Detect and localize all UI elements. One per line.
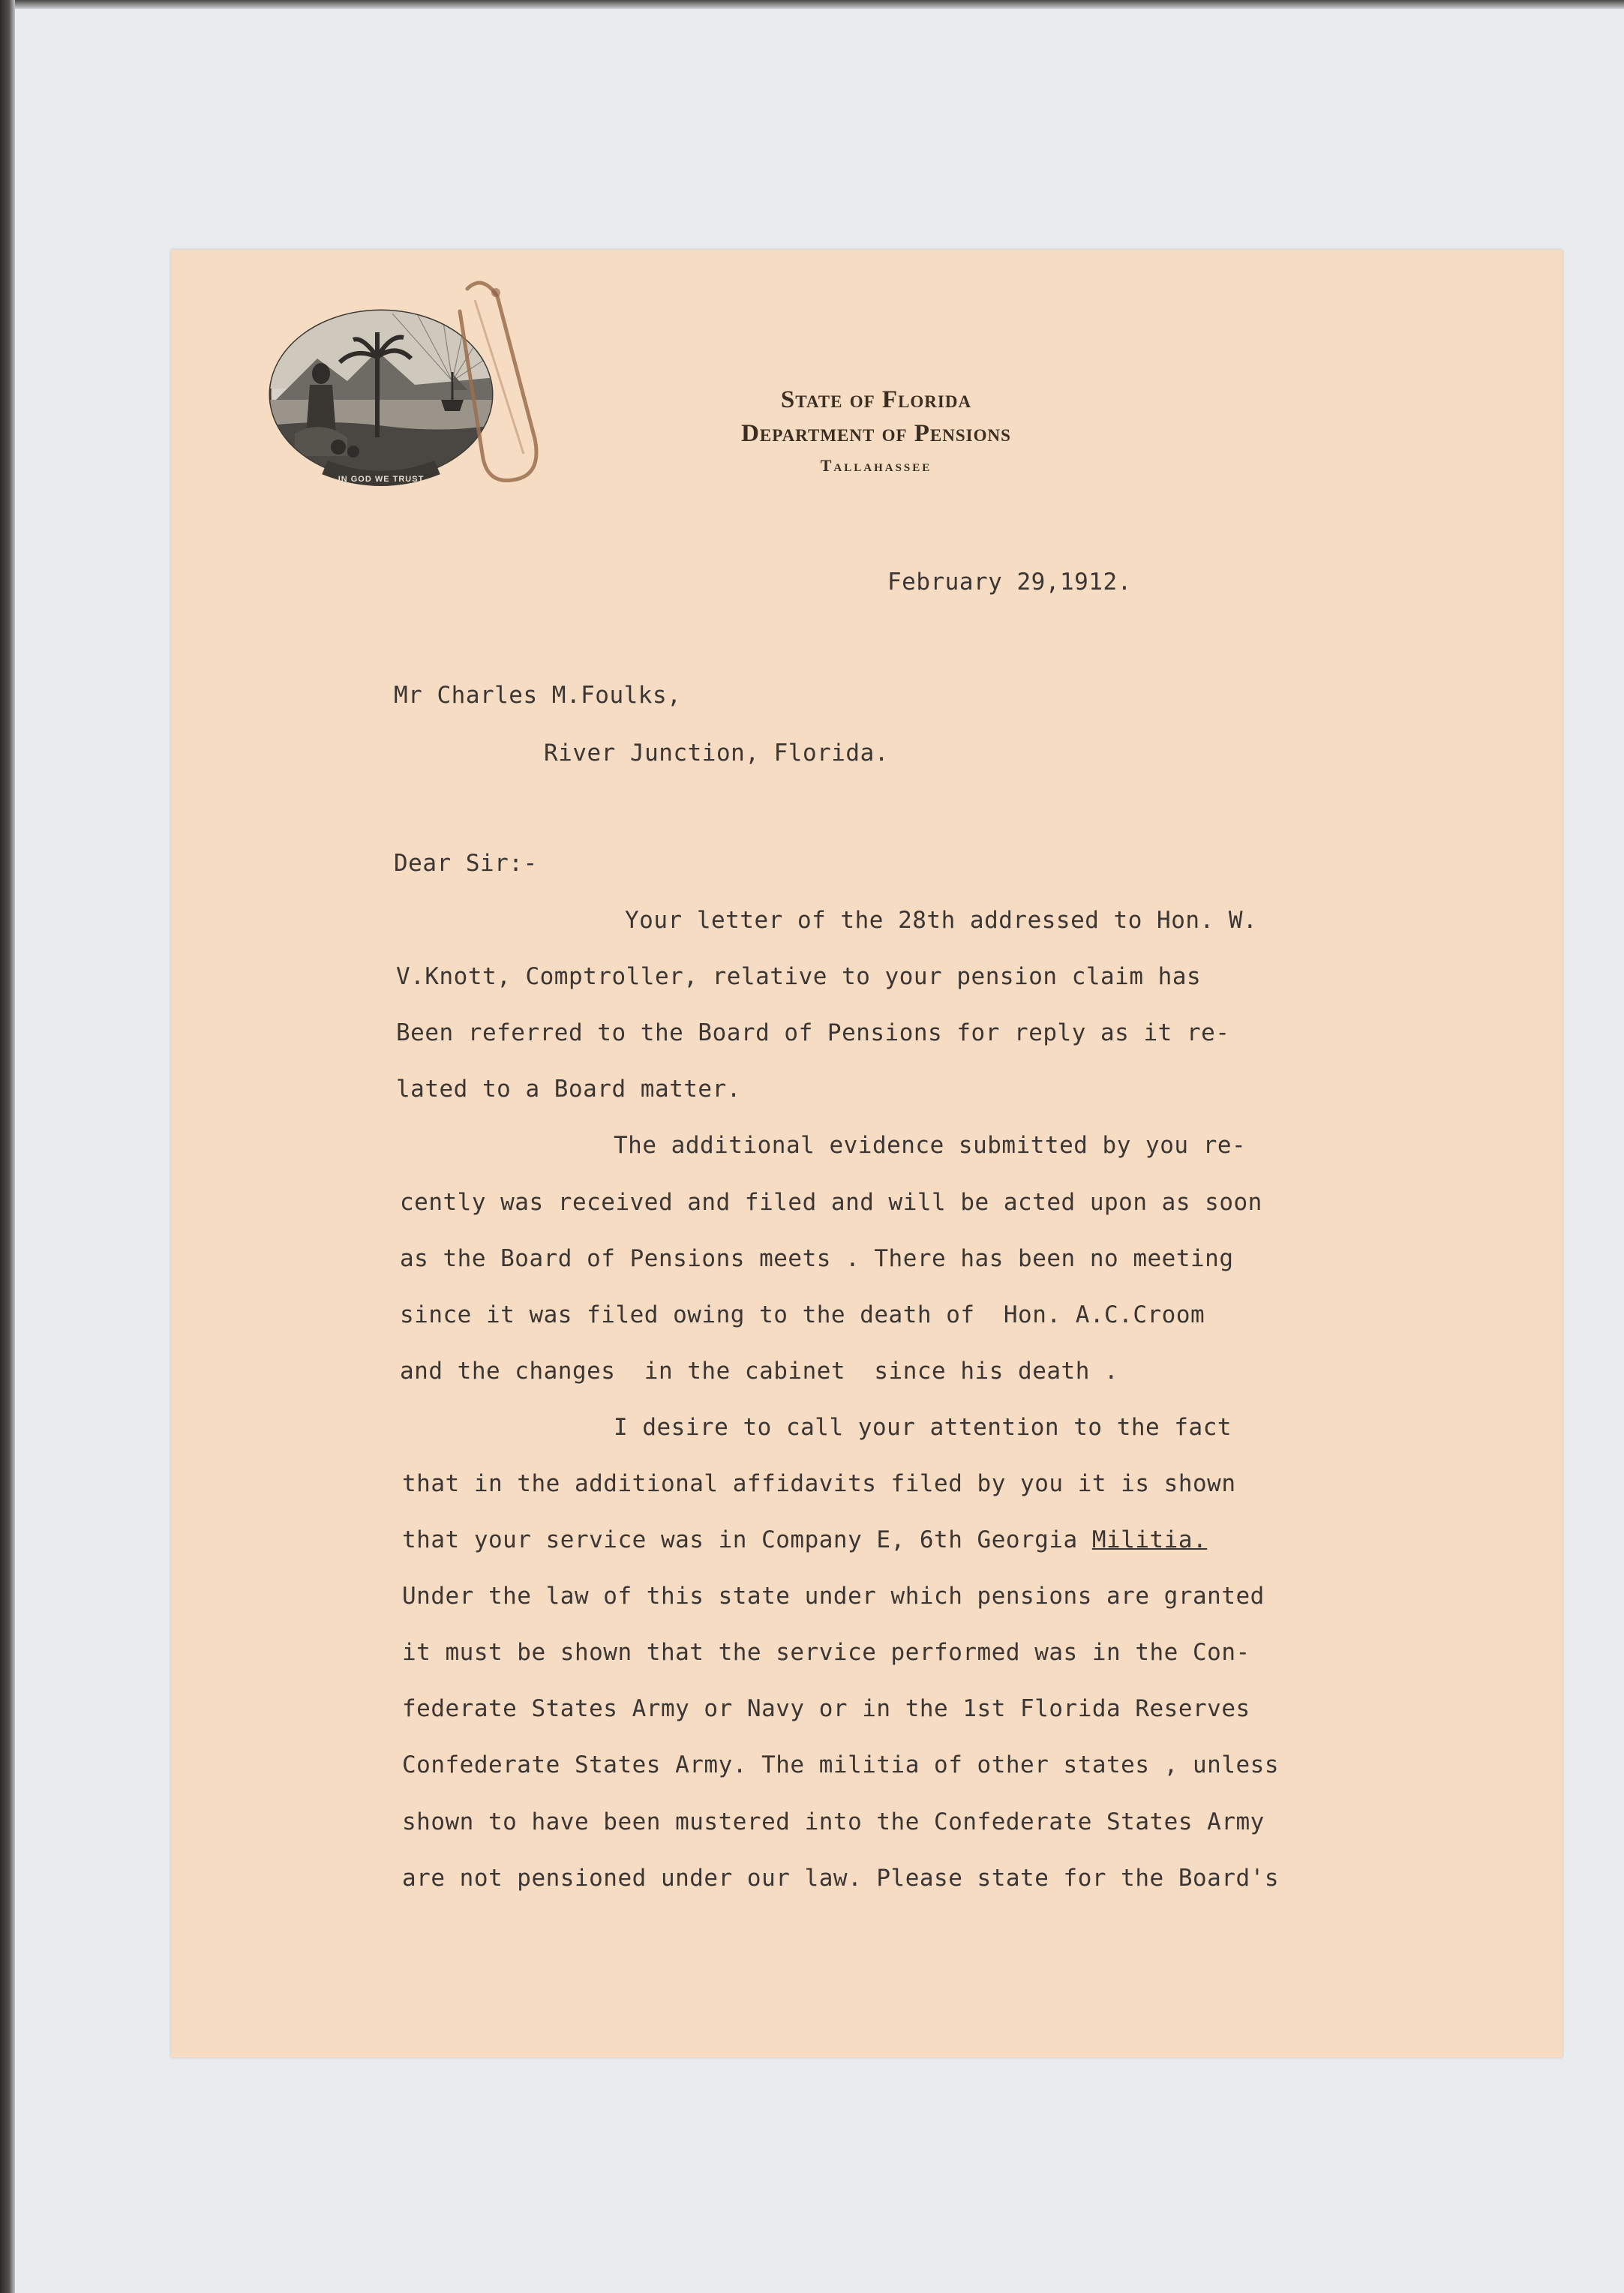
letterhead-department: Department of Pensions (741, 420, 1011, 447)
body-line: federate States Army or Navy or in the 1st Florida Reserves (402, 1695, 1250, 1722)
paper-clip-mark (452, 266, 550, 491)
letterhead (659, 383, 1094, 481)
body-line: I desire to call your attention to the fact (614, 1414, 1232, 1441)
body-line (402, 1526, 1207, 1553)
body-line: Under the law of this state under which pensions are granted (402, 1583, 1265, 1610)
body-line: The additional evidence submitted by you re- (614, 1132, 1247, 1159)
body-line: that in the additional affidavits filed by you it is shown (402, 1470, 1236, 1497)
body-line: since it was filed owing to the death of Hon. A.C.Croom (400, 1301, 1205, 1328)
addressee-location: River Junction, Florida. (544, 740, 889, 767)
body-line: Confederate States Army. The militia of other states , unless (402, 1751, 1279, 1778)
scan-left-edge (0, 0, 15, 2293)
body-line: and the changes in the cabinet since his death . (400, 1358, 1119, 1385)
body-line-text: that your service was in Company E, 6th Georgia (402, 1526, 1092, 1553)
body-line: V.Knott, Comptroller, relative to your pension claim has (396, 963, 1202, 990)
addressee-name: Mr Charles M.Foulks, (394, 682, 682, 709)
body-line: are not pensioned under our law. Please state for the Board's (402, 1865, 1279, 1892)
letterhead-city: Tallahassee (820, 456, 932, 475)
body-line: shown to have been mustered into the Confederate States Army (402, 1808, 1265, 1835)
body-line: it must be shown that the service performed was in the Con- (402, 1639, 1250, 1666)
body-line: cently was received and filed and will be acted upon as soon (400, 1189, 1262, 1216)
underlined-word-militia: Militia. (1091, 1526, 1208, 1553)
letterhead-state: State of Florida (780, 386, 972, 413)
letter-sheet (171, 250, 1562, 2057)
body-line: Your letter of the 28th addressed to Hon. W. (625, 907, 1258, 934)
seal-motto: IN GOD WE TRUST (338, 475, 425, 484)
letter-date: February 29,1912. (887, 569, 1132, 596)
body-line: as the Board of Pensions meets . There has been no meeting (400, 1245, 1234, 1272)
scan-top-edge (0, 0, 1624, 9)
salutation: Dear Sir:- (394, 850, 538, 877)
body-line: lated to a Board matter. (396, 1076, 741, 1103)
body-line: Been referred to the Board of Pensions for reply as it re- (396, 1019, 1230, 1046)
